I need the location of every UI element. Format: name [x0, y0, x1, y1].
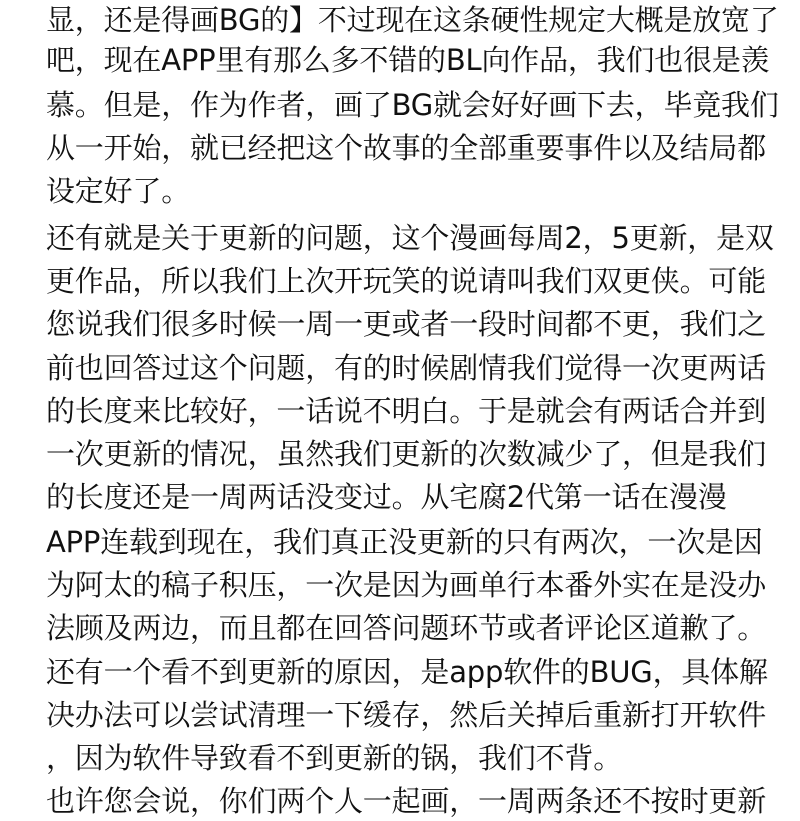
text-line: 前也回答过这个问题，有的时候剧情我们觉得一次更两话: [46, 351, 767, 385]
text-line: 一次更新的情况，虽然我们更新的次数减少了，但是我们: [46, 437, 767, 471]
text-line: 法顾及两边，而且都在回答问题环节或者评论区道歉了。: [46, 611, 767, 645]
text-line: 您说我们很多时候一周一更或者一段时间都不更，我们之: [46, 307, 767, 341]
text-line: 从一开始，就已经把这个故事的全部重要事件以及结局都: [46, 131, 767, 165]
text-line: 为阿太的稿子积压，一次是因为画单行本番外实在是没办: [46, 568, 767, 602]
text-line: 慕。但是，作为作者，画了BG就会好好画下去，毕竟我们: [46, 88, 779, 122]
text-line: 还有就是关于更新的问题，这个漫画每周2，5更新，是双: [46, 221, 774, 255]
text-line: 决办法可以尝试清理一下缓存，然后关掉后重新打开软件: [46, 698, 767, 732]
text-line: 还有一个看不到更新的原因，是app软件的BUG，具体解: [46, 655, 768, 689]
text-line: ，因为软件导致看不到更新的锅，我们不背。: [46, 741, 623, 775]
text-line: 的长度来比较好，一话说不明白。于是就会有两话合并到: [46, 394, 767, 428]
text-line: 吧，现在APP里有那么多不错的BL向作品，我们也很是羡: [46, 43, 770, 77]
text-line: APP连载到现在，我们真正没更新的只有两次，一次是因: [46, 525, 763, 559]
text-line: 更作品，所以我们上次开玩笑的说请叫我们双更侠。可能: [46, 264, 767, 298]
text-line: 也许您会说，你们两个人一起画，一周两条还不按时更新: [46, 784, 767, 818]
text-line: 的长度还是一周两话没变过。从宅腐2代第一话在漫漫: [46, 480, 727, 514]
text-line: 显，还是得画BG的】不过现在这条硬性规定大概是放宽了: [46, 3, 779, 37]
text-line: 设定好了。: [46, 174, 191, 208]
